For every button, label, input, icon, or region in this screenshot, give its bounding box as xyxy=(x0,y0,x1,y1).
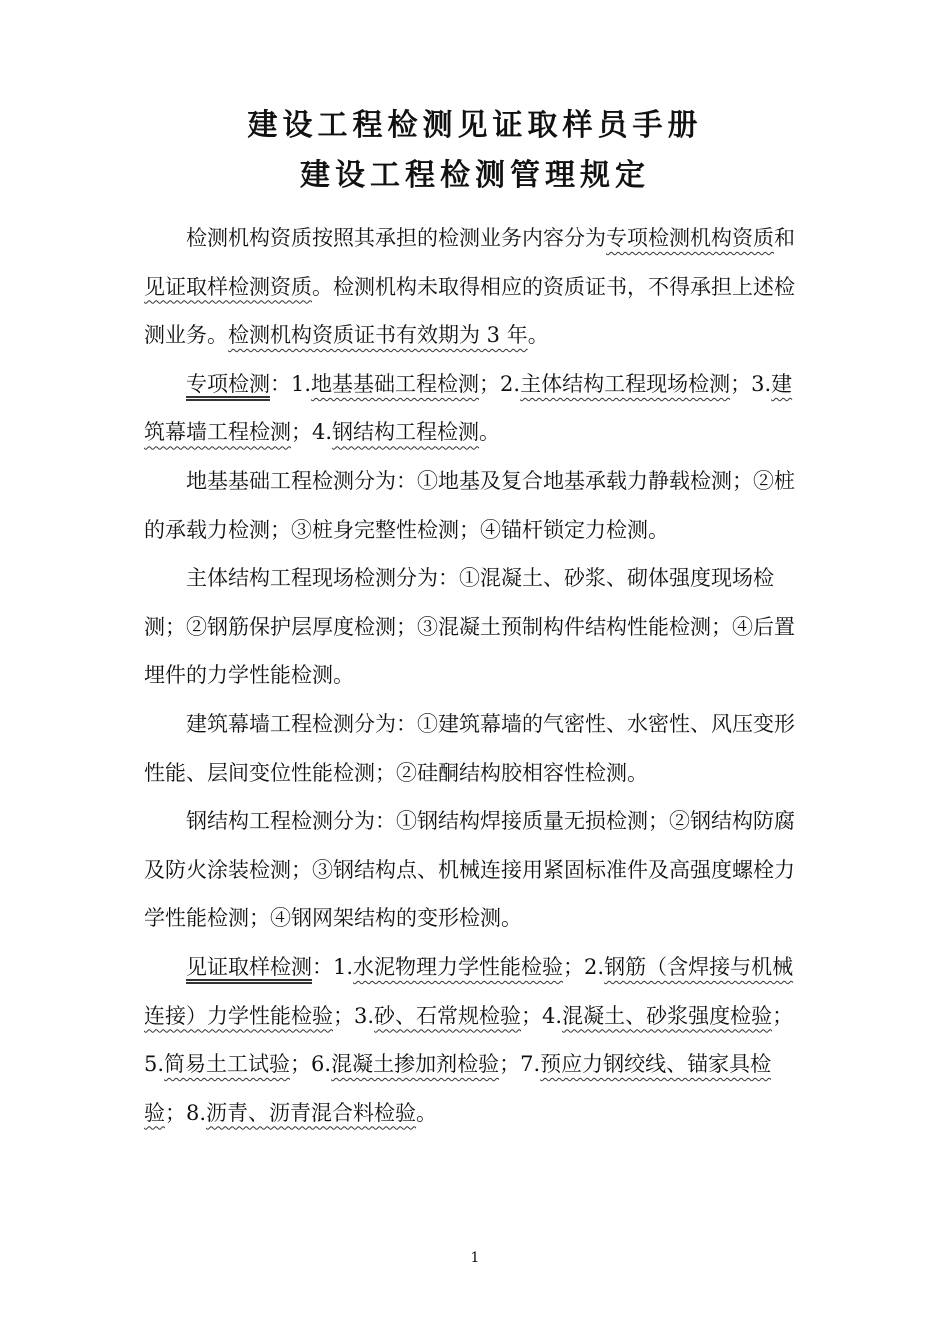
term-witness-qualification: 见证取样检测资质 xyxy=(144,274,312,299)
paragraph-foundation: 地基基础工程检测分为：①地基及复合地基承载力静载检测；②桩的承载力检测；③桩身完整性检测；④锚杆锁定力检测。 xyxy=(144,468,795,542)
label-special-testing: 专项检测 xyxy=(186,371,270,396)
document-body xyxy=(144,214,810,1137)
paragraph-steel-structure: 钢结构工程检测分为：①钢结构焊接质量无损检测；②钢结构防腐及防火涂装检测；③钢结构点、机械连接用紧固标准件及高强度螺栓力学性能检测；④钢网架结构的变形检测。 xyxy=(144,809,795,931)
paragraph-curtain-wall: 建筑幕墙工程检测分为：①建筑幕墙的气密性、水密性、风压变形性能、层间变位性能检测；②硅酮结构胶相容性检测。 xyxy=(144,711,795,785)
page-subtitle: 建设工程检测管理规定 xyxy=(300,158,650,193)
page-title: 建设工程检测见证取样员手册 xyxy=(247,108,703,143)
term-special-qualification: 专项检测机构资质 xyxy=(606,226,774,250)
paragraph-special-testing: 专项检测：1.地基基础工程检测；2.主体结构工程现场检测；3.建筑幕墙工程检测；4.钢结构工程检测。 xyxy=(144,371,793,445)
term-validity-period: 检测机构资质证书有效期为 3 年 xyxy=(228,323,528,348)
page-number: 1 xyxy=(470,1250,480,1266)
paragraph-witness-sampling: 见证取样检测：1.水泥物理力学性能检验；2.钢筋（含焊接与机械连接）力学性能检验；3.砂、石常规检验；4.混凝土、砂浆强度检验；5.简易土工试验；6.混凝土掺加剂检验；7.预应力钢绞线、锚家具检验；8.沥青、沥青混合料检验。 xyxy=(144,954,794,1125)
label-witness-sampling: 见证取样检测 xyxy=(186,954,312,979)
paragraph-qualification: 检测机构资质按照其承担的检测业务内容分为专项检测机构资质和见证取样检测资质。检测机构未取得相应的资质证书，不得承担上述检测业务。检测机构资质证书有效期为 3 年。 xyxy=(144,226,795,348)
paragraph-main-structure: 主体结构工程现场检测分为：①混凝土、砂浆、砌体强度现场检测；②钢筋保护层厚度检测；③混凝土预制构件结构性能检测；④后置埋件的力学性能检测。 xyxy=(144,566,795,688)
